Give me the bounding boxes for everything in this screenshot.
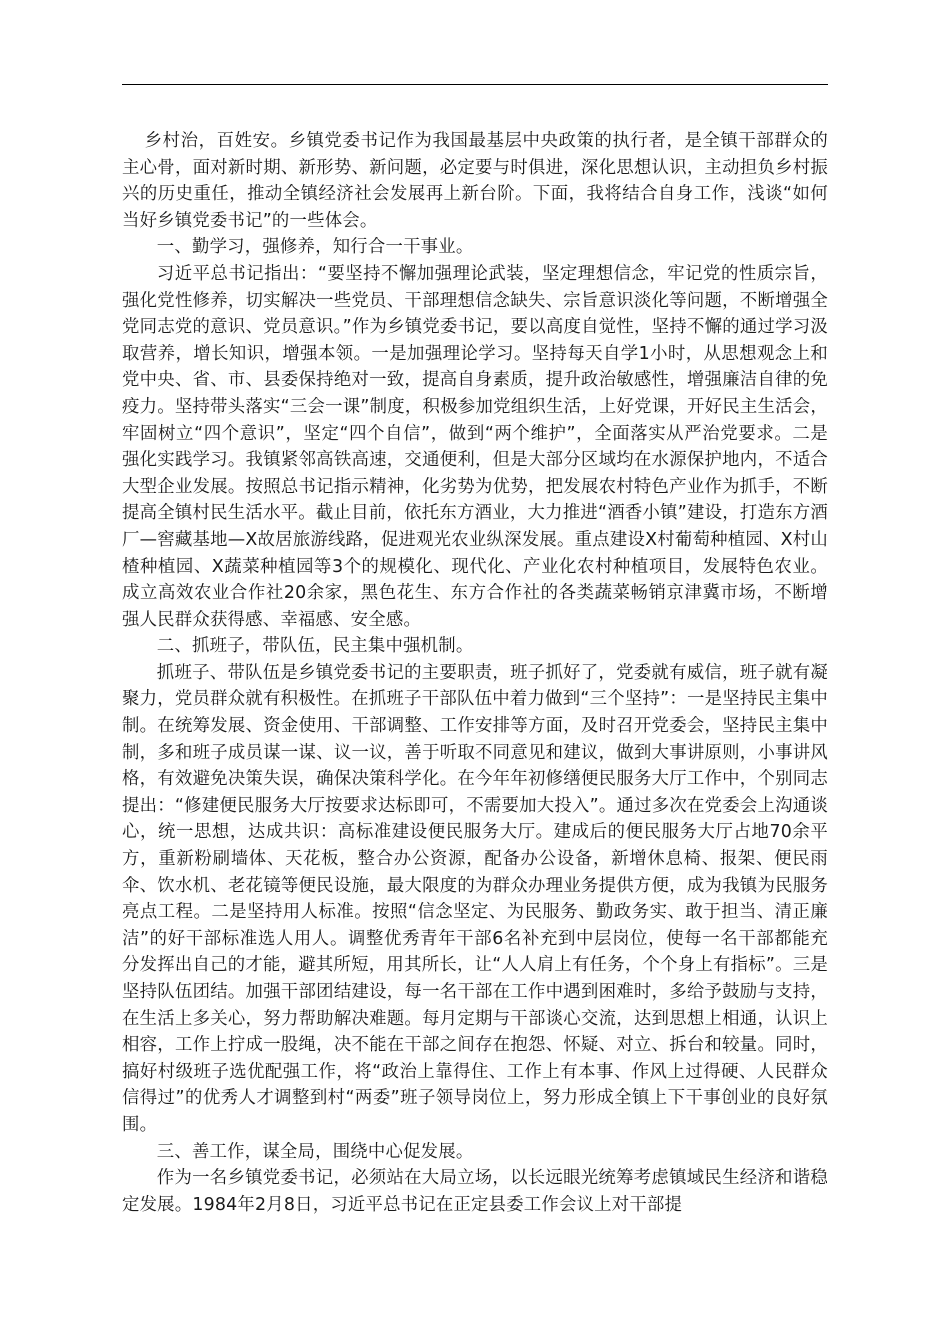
- document-body: [122, 128, 828, 1218]
- section-3-paragraph: 作为一名乡镇党委书记，必须站在大局立场，以长远眼光统筹考虑镇域民生经济和谐稳定发展。1984年2月8日，习近平总书记在正定县委工作会议上对干部提: [122, 1168, 828, 1215]
- intro-paragraph: 乡村治，百姓安。乡镇党委书记作为我国最基层中央政策的执行者，是全镇干部群众的主心骨，面对新时期、新形势、新问题，必定要与时俱进，深化思想认识，主动担负乡村振兴的历史重任，推动全镇经济社会发展再上新台阶。下面，我将结合自身工作，浅谈“如何当好乡镇党委书记”的一些体会。: [122, 131, 828, 231]
- section-1-paragraph: 习近平总书记指出：“要坚持不懈加强理论武装，坚定理想信念，牢记党的性质宗旨，强化党性修养，切实解决一些党员、干部理想信念缺失、宗旨意识淡化等问题，不断增强全党同志党的意识、党员意识。”作为乡镇党委书记，要以高度自觉性，坚持不懈的通过学习汲取营养，增长知识，增强本领。一是加强理论学习。坚持每天自学1小时，从思想观念上和党中央、省、市、县委保持绝对一致，提高自身素质，提升政治敏感性，增强廉洁自律的免疫力。坚持带头落实“三会一课”制度，积极参加党组织生活，上好党课，开好民主生活会，牢固树立“四个意识”，坚定“四个自信”，做到“两个维护”，全面落实从严治党要求。二是强化实践学习。我镇紧邻高铁高速，交通便利，但是大部分区域均在水源保护地内，不适合大型企业发展。按照总书记指示精神，化劣势为优势，把发展农村特色产业作为抓手，不断提高全镇村民生活水平。截止目前，依托东方酒业，大力推进“酒香小镇”建设，打造东方酒厂—窖藏基地—X故居旅游线路，促进观光农业纵深发展。重点建设X村葡萄种植园、X村山楂种植园、X蔬菜种植园等3个的规模化、现代化、产业化农村种植项目，发展特色农业。成立高效农业合作社20余家，黑色花生、东方合作社的各类蔬菜畅销京津冀市场，不断增强人民群众获得感、幸福感、安全感。: [122, 263, 828, 630]
- section-2-paragraph: 抓班子、带队伍是乡镇党委书记的主要职责，班子抓好了，党委就有威信，班子就有凝聚力，党员群众就有积极性。在抓班子干部队伍中着力做到“三个坚持”：一是坚持民主集中制。在统筹发展、资金使用、干部调整、工作安排等方面，及时召开党委会，坚持民主集中制，多和班子成员谋一谋、议一议，善于听取不同意见和建议，做到大事讲原则，小事讲风格，有效避免决策失误，确保决策科学化。在今年年初修缮便民服务大厅工作中，个别同志提出：“修建便民服务大厅按要求达标即可，不需要加大投入”。通过多次在党委会上沟通谈心，统一思想，达成共识：高标准建设便民服务大厅。建成后的便民服务大厅占地70余平方，重新粉刷墙体、天花板，整合办公资源，配备办公设备，新增休息椅、报架、便民雨伞、饮水机、老花镜等便民设施，最大限度的为群众办理业务提供方便，成为我镇为民服务亮点工程。二是坚持用人标准。按照“信念坚定、为民服务、勤政务实、敢于担当、清正廉洁”的好干部标准选人用人。调整优秀青年干部6名补充到中层岗位，使每一名干部都能充分发挥出自己的才能，避其所短，用其所长，让“人人肩上有任务，个个身上有指标”。三是坚持队伍团结。加强干部团结建设，每一名干部在工作中遇到困难时，多给予鼓励与支持，在生活上多关心，努力帮助解决难题。每月定期与干部谈心交流，达到思想上相通，认识上相容，工作上拧成一股绳，决不能在干部之间存在抱怨、怀疑、对立、拆台和较量。同时，搞好村级班子选优配强工作，将“政治上靠得住、工作上有本事、作风上过得硬、人民群众信得过”的优秀人才调整到村“两委”班子领导岗位上，努力形成全镇上下干事创业的良好氛围。: [122, 662, 828, 1135]
- header-rule: [122, 84, 828, 85]
- section-heading-2: 二、抓班子，带队伍，民主集中强机制。: [156, 636, 474, 657]
- section-heading-3: 三、善工作，谋全局，围绕中心促发展。: [156, 1141, 474, 1162]
- section-heading-1: 一、勤学习，强修养，知行合一干事业。: [156, 237, 474, 258]
